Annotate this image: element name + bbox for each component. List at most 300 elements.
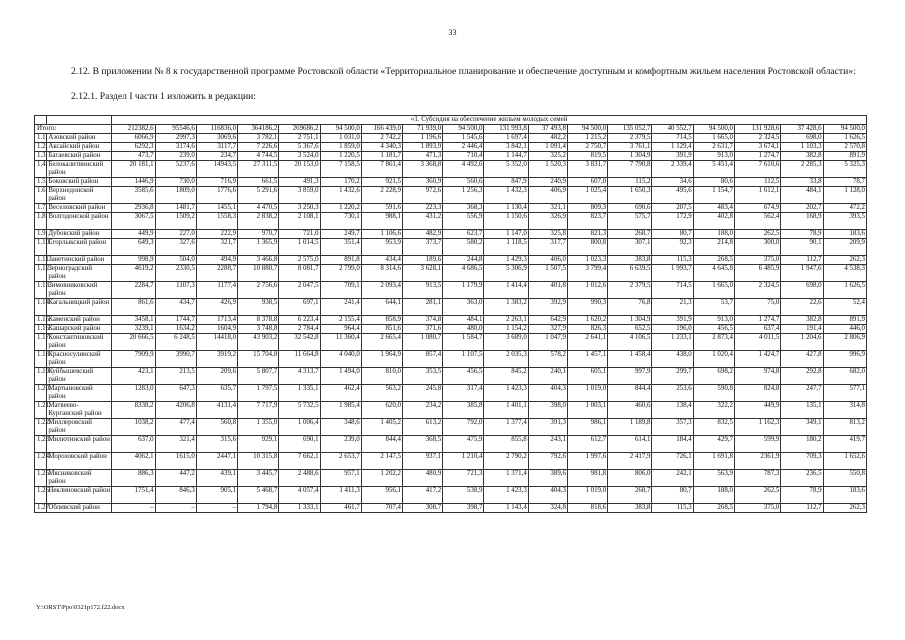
value-cell: 2 108,1 xyxy=(279,213,320,230)
table-row xyxy=(35,256,867,265)
district-name: Обливский район xyxy=(47,504,112,513)
value-cell: 821,3 xyxy=(567,230,607,239)
value-cell: 90,1 xyxy=(781,239,823,256)
value-cell: 1 626,5 xyxy=(823,282,866,299)
value-cell: 844,4 xyxy=(361,436,402,453)
value-cell: 4 492,6 xyxy=(443,161,484,178)
value-cell: 858,9 xyxy=(361,316,402,325)
value-cell: 913,0 xyxy=(693,316,734,325)
value-cell: 2 756,6 xyxy=(238,282,279,299)
totals-cell: 37 428,6 xyxy=(781,125,823,134)
value-cell: 1 019,0 xyxy=(567,487,607,504)
value-cell: 406,9 xyxy=(528,187,567,204)
value-cell: 1713,4 xyxy=(196,316,237,325)
value-cell: 1 144,7 xyxy=(484,152,528,161)
value-cell: 861,6 xyxy=(112,299,155,316)
value-cell: 471,3 xyxy=(403,152,443,161)
value-cell: 21,3 xyxy=(652,299,693,316)
value-cell: 577,1 xyxy=(823,385,866,402)
value-cell: 3239,1 xyxy=(112,325,155,334)
table-row xyxy=(35,178,867,187)
value-cell: 921,5 xyxy=(361,178,402,187)
value-cell: – xyxy=(112,504,155,513)
value-cell: 716,9 xyxy=(196,178,237,187)
row-code: 1.25. xyxy=(35,470,47,487)
value-cell: 1 424,7 xyxy=(734,351,780,368)
value-cell: 20 666,5 xyxy=(112,334,155,351)
value-cell: 1 993,7 xyxy=(652,265,693,282)
value-cell: 563,2 xyxy=(361,385,402,402)
value-cell: – xyxy=(196,504,237,513)
value-cell: 1177,4 xyxy=(196,282,237,299)
value-cell: 1 665,0 xyxy=(693,282,734,299)
row-code: 1.16. xyxy=(35,325,47,334)
value-cell: 707,4 xyxy=(361,504,402,513)
value-cell: 2 488,6 xyxy=(279,470,320,487)
value-cell: 4131,4 xyxy=(196,402,237,419)
value-cell: 262,5 xyxy=(734,487,780,504)
value-cell: 1 274,7 xyxy=(734,152,780,161)
value-cell: 2361,9 xyxy=(734,453,780,470)
value-cell: 2936,8 xyxy=(112,204,155,213)
totals-cell: 94 500,0 xyxy=(567,125,607,134)
value-cell: 213,5 xyxy=(155,368,196,385)
value-cell: 2 324,5 xyxy=(734,282,780,299)
value-cell: 956,1 xyxy=(361,487,402,504)
value-cell: 1 130,4 xyxy=(484,204,528,213)
value-cell: 368,5 xyxy=(403,436,443,453)
value-cell: 5237,6 xyxy=(155,161,196,178)
value-cell: 891,9 xyxy=(823,152,866,161)
value-cell: 3919,2 xyxy=(196,351,237,368)
table-row xyxy=(35,351,867,368)
value-cell: 1 128,0 xyxy=(823,187,866,204)
value-cell: 1 411,3 xyxy=(320,487,361,504)
value-cell: 196,0 xyxy=(652,325,693,334)
value-cell: 2 873,4 xyxy=(693,334,734,351)
value-cell: 10 880,7 xyxy=(238,265,279,282)
totals-cell: 212382,6 xyxy=(112,125,155,134)
value-cell: 698,2 xyxy=(693,368,734,385)
totals-cell: 94 500,0 xyxy=(320,125,361,134)
value-cell: 2288,7 xyxy=(196,265,237,282)
value-cell: 661,5 xyxy=(238,178,279,187)
value-cell: 398,7 xyxy=(443,504,484,513)
table-row xyxy=(35,152,867,161)
district-name: Куйбышевский район xyxy=(47,368,112,385)
value-cell: 1 494,0 xyxy=(320,368,361,385)
value-cell: 3585,6 xyxy=(112,187,155,204)
value-cell: 1 179,9 xyxy=(443,282,484,299)
district-name: Дубовский район xyxy=(47,230,112,239)
value-cell: 33,8 xyxy=(781,178,823,187)
value-cell: 1809,0 xyxy=(155,187,196,204)
value-cell: 580,2 xyxy=(443,239,484,256)
value-cell: 1 091,4 xyxy=(528,143,567,152)
value-cell: 1 458,4 xyxy=(608,351,652,368)
value-cell: 168,9 xyxy=(781,213,823,230)
value-cell: 115,3 xyxy=(652,256,693,265)
value-cell: 2 263,1 xyxy=(484,316,528,325)
value-cell: 1 423,3 xyxy=(484,385,528,402)
row-code: 1.10. xyxy=(35,239,47,256)
value-cell: 234,7 xyxy=(196,152,237,161)
value-cell: 1 304,9 xyxy=(608,152,652,161)
value-cell: 20 153,0 xyxy=(279,161,320,178)
value-cell: 2 324,5 xyxy=(734,134,780,143)
row-code: 1.14. xyxy=(35,299,47,316)
district-name: Заветинский район xyxy=(47,256,112,265)
value-cell: 1 414,4 xyxy=(484,282,528,299)
table-row xyxy=(35,265,867,282)
value-cell: 4619,2 xyxy=(112,265,155,282)
value-cell: 844,4 xyxy=(608,385,652,402)
value-cell: 209,6 xyxy=(196,368,237,385)
row-code: 1.23. xyxy=(35,436,47,453)
value-cell: 1 947,6 xyxy=(781,265,823,282)
value-cell: 115,3 xyxy=(652,504,693,513)
value-cell: 7909,9 xyxy=(112,351,155,368)
value-cell: 997,9 xyxy=(608,368,652,385)
value-cell: 78,7 xyxy=(823,178,866,187)
value-cell: 886,3 xyxy=(112,470,155,487)
value-cell: 8 378,8 xyxy=(238,316,279,325)
value-cell: 438,0 xyxy=(652,351,693,368)
value-cell: 327,9 xyxy=(528,325,567,334)
value-cell: 970,7 xyxy=(238,230,279,239)
value-cell: 1 507,5 xyxy=(528,265,567,282)
district-name: Аксайский район xyxy=(47,143,112,152)
value-cell: 461,7 xyxy=(320,504,361,513)
value-cell: 112,7 xyxy=(781,504,823,513)
value-cell: 1615,0 xyxy=(155,453,196,470)
value-cell: 1 129,4 xyxy=(652,143,693,152)
value-cell: 1 233,1 xyxy=(652,334,693,351)
value-cell: 556,9 xyxy=(443,213,484,230)
value-cell: 1 377,4 xyxy=(484,419,528,436)
value-cell: 710,4 xyxy=(443,152,484,161)
value-cell: 6 485,9 xyxy=(734,265,780,282)
value-cell: 3 674,1 xyxy=(734,143,780,152)
value-cell: 324,8 xyxy=(528,504,567,513)
value-cell: 563,9 xyxy=(693,470,734,487)
value-cell: 472,2 xyxy=(823,204,866,213)
value-cell: 832,5 xyxy=(693,419,734,436)
value-cell: 1 080,7 xyxy=(403,334,443,351)
district-name: Неклиновский район xyxy=(47,487,112,504)
value-cell: 404,3 xyxy=(528,487,567,504)
value-cell: 7 861,4 xyxy=(361,161,402,178)
value-cell: 427,8 xyxy=(781,351,823,368)
value-cell: 1 432,6 xyxy=(320,187,361,204)
value-cell: 590,8 xyxy=(693,385,734,402)
value-cell: 406,0 xyxy=(528,256,567,265)
value-cell: 244,8 xyxy=(443,256,484,265)
value-cell: 4 686,5 xyxy=(443,265,484,282)
value-cell: 373,7 xyxy=(403,239,443,256)
table-row xyxy=(35,213,867,230)
value-cell: 813,2 xyxy=(823,419,866,436)
totals-cell: 95546,6 xyxy=(155,125,196,134)
value-cell: 5 352,0 xyxy=(484,161,528,178)
value-cell: 240,9 xyxy=(528,178,567,187)
district-name: Багаевский район xyxy=(47,152,112,161)
district-name: Красносулинский район xyxy=(47,351,112,368)
totals-cell: 131 993,8 xyxy=(484,125,528,134)
value-cell: 1 162,3 xyxy=(734,419,780,436)
value-cell: 2 742,2 xyxy=(361,134,402,143)
value-cell: 480,9 xyxy=(403,470,443,487)
value-cell: 2 790,2 xyxy=(484,453,528,470)
value-cell: 1 665,0 xyxy=(693,134,734,143)
district-name: Белокалитвинский район xyxy=(47,161,112,178)
table-row xyxy=(35,282,867,299)
row-code: 1.4. xyxy=(35,161,47,178)
value-cell: 1 545,6 xyxy=(443,134,484,143)
value-cell: 5 367,6 xyxy=(279,143,320,152)
value-cell: 325,8 xyxy=(528,230,567,239)
table-row xyxy=(35,385,867,402)
value-cell: 262,5 xyxy=(734,230,780,239)
value-cell: 1 143,4 xyxy=(484,504,528,513)
value-cell: 1509,2 xyxy=(155,213,196,230)
value-cell: 477,4 xyxy=(155,419,196,436)
value-cell: 730,0 xyxy=(155,178,196,187)
value-cell: 2 631,7 xyxy=(693,143,734,152)
value-cell: 1 964,9 xyxy=(361,351,402,368)
row-code: 1.2. xyxy=(35,143,47,152)
value-cell: 1 220,5 xyxy=(320,152,361,161)
value-cell: 591,6 xyxy=(361,204,402,213)
value-cell: 429,7 xyxy=(693,436,734,453)
value-cell: 642,9 xyxy=(528,316,567,325)
value-cell: 1634,2 xyxy=(155,325,196,334)
value-cell: 913,5 xyxy=(403,282,443,299)
value-cell: 391,3 xyxy=(528,419,567,436)
value-cell: 806,0 xyxy=(608,470,652,487)
value-cell: 1283,0 xyxy=(112,385,155,402)
value-cell: 3 761,1 xyxy=(608,143,652,152)
row-code: 1.9. xyxy=(35,230,47,239)
value-cell: 22,6 xyxy=(781,299,823,316)
totals-row xyxy=(35,125,867,134)
value-cell: 1 118,5 xyxy=(484,239,528,256)
value-cell: 4 057,4 xyxy=(279,487,320,504)
value-cell: 957,1 xyxy=(320,470,361,487)
value-cell: 8 314,6 xyxy=(361,265,402,282)
value-cell: 4 340,3 xyxy=(361,143,402,152)
value-cell: 52,4 xyxy=(823,299,866,316)
value-cell: 2997,3 xyxy=(155,134,196,143)
value-cell: 709,1 xyxy=(320,282,361,299)
value-cell: 6 248,5 xyxy=(155,334,196,351)
value-cell: 170,2 xyxy=(320,178,361,187)
value-cell: 2 750,7 xyxy=(567,143,607,152)
value-cell: 5 306,9 xyxy=(484,265,528,282)
value-cell: 78,9 xyxy=(781,230,823,239)
value-cell: 2 379,5 xyxy=(608,282,652,299)
value-cell: 383,8 xyxy=(608,256,652,265)
value-cell: 846,3 xyxy=(155,487,196,504)
value-cell: 2 285,3 xyxy=(781,161,823,178)
value-cell: 292,8 xyxy=(781,368,823,385)
district-name: Егорлыкский район xyxy=(47,239,112,256)
value-cell: 3069,6 xyxy=(196,134,237,143)
value-cell: 189,6 xyxy=(403,256,443,265)
value-cell: 227,0 xyxy=(155,230,196,239)
value-cell: 1 985,4 xyxy=(320,402,361,419)
value-cell: 644,1 xyxy=(361,299,402,316)
value-cell: 262,3 xyxy=(823,504,866,513)
row-code: 1.21. xyxy=(35,402,47,419)
district-name: Волгодонской район xyxy=(47,213,112,230)
subsidy-table xyxy=(34,115,867,513)
value-cell: 374,8 xyxy=(403,316,443,325)
value-cell: 845,2 xyxy=(484,368,528,385)
value-cell: 996,9 xyxy=(823,351,866,368)
value-cell: 268,7 xyxy=(608,230,652,239)
value-cell: 473,7 xyxy=(112,152,155,161)
value-cell: 1 794,8 xyxy=(238,504,279,513)
value-cell: 249,7 xyxy=(320,230,361,239)
value-cell: 4 538,3 xyxy=(823,265,866,282)
value-cell: 3458,1 xyxy=(112,316,155,325)
value-cell: 3 628,1 xyxy=(403,265,443,282)
value-cell: 475,9 xyxy=(443,436,484,453)
value-cell: 986,1 xyxy=(567,419,607,436)
table-row xyxy=(35,402,867,419)
value-cell: 792,0 xyxy=(443,419,484,436)
value-cell: 2 641,1 xyxy=(567,334,607,351)
value-cell: 1 202,2 xyxy=(361,470,402,487)
value-cell: 491,3 xyxy=(279,178,320,187)
value-cell: 14943,5 xyxy=(196,161,237,178)
value-cell: 1 429,3 xyxy=(484,256,528,265)
table-row xyxy=(35,453,867,470)
value-cell: 5 468,7 xyxy=(238,487,279,504)
value-cell: 652,5 xyxy=(608,325,652,334)
totals-cell: 166 439,0 xyxy=(361,125,402,134)
value-cell: 698,0 xyxy=(781,134,823,143)
value-cell: 4 313,7 xyxy=(279,368,320,385)
value-cell: 690,6 xyxy=(608,204,652,213)
value-cell: 7 158,5 xyxy=(320,161,361,178)
value-cell: 188,0 xyxy=(693,487,734,504)
value-cell: 3 445,7 xyxy=(238,470,279,487)
row-code: 1.5. xyxy=(35,178,47,187)
value-cell: 2 665,4 xyxy=(361,334,402,351)
value-cell: 810,0 xyxy=(361,368,402,385)
table-row xyxy=(35,487,867,504)
totals-cell: 37 493,8 xyxy=(528,125,567,134)
value-cell: 5 325,3 xyxy=(823,161,866,178)
value-cell: 484,1 xyxy=(781,187,823,204)
row-code: 1.8. xyxy=(35,213,47,230)
value-cell: 326,9 xyxy=(528,213,567,230)
value-cell: 953,9 xyxy=(361,239,402,256)
value-cell: 819,5 xyxy=(567,152,607,161)
district-name: Азовский район xyxy=(47,134,112,143)
value-cell: 434,4 xyxy=(361,256,402,265)
value-cell: 1 365,9 xyxy=(238,239,279,256)
value-cell: 449,9 xyxy=(734,402,780,419)
table-row xyxy=(35,204,867,213)
value-cell: 937,1 xyxy=(403,453,443,470)
value-cell: 1 047,9 xyxy=(528,334,567,351)
value-cell: 3 831,7 xyxy=(567,161,607,178)
value-cell: 3 799,4 xyxy=(567,265,607,282)
value-cell: 1 612,1 xyxy=(734,187,780,204)
value-cell: 4206,8 xyxy=(155,402,196,419)
district-name: Кашарский район xyxy=(47,325,112,334)
row-code: 1.15. xyxy=(35,316,47,325)
value-cell: 1 006,4 xyxy=(279,419,320,436)
value-cell: 905,1 xyxy=(196,487,237,504)
value-cell: 480,0 xyxy=(443,325,484,334)
row-code: 1.1. xyxy=(35,134,47,143)
value-cell: 53,7 xyxy=(693,299,734,316)
value-cell: 1 620,2 xyxy=(567,316,607,325)
value-cell: 1 023,3 xyxy=(567,256,607,265)
value-cell: 1 584,7 xyxy=(443,334,484,351)
value-cell: 2 446,4 xyxy=(443,143,484,152)
value-cell: 607,0 xyxy=(567,178,607,187)
value-cell: 242,1 xyxy=(652,470,693,487)
value-cell: 423,1 xyxy=(112,368,155,385)
value-cell: 2 047,5 xyxy=(279,282,320,299)
value-cell: 43 903,2 xyxy=(238,334,279,351)
value-cell: 2 838,2 xyxy=(238,213,279,230)
value-cell: 484,1 xyxy=(443,316,484,325)
value-cell: 92,3 xyxy=(652,239,693,256)
value-cell: 1 423,3 xyxy=(484,487,528,504)
value-cell: 913,0 xyxy=(693,152,734,161)
totals-cell: 364186,2 xyxy=(238,125,279,134)
value-cell: 1 304,9 xyxy=(608,316,652,325)
value-cell: 562,4 xyxy=(734,213,780,230)
value-cell: 1 405,2 xyxy=(361,419,402,436)
value-cell: 855,8 xyxy=(484,436,528,453)
value-cell: 1 997,6 xyxy=(567,453,607,470)
value-cell: 363,0 xyxy=(443,299,484,316)
value-cell: 647,3 xyxy=(155,385,196,402)
value-cell: 115,2 xyxy=(608,178,652,187)
value-cell: 360,9 xyxy=(403,178,443,187)
value-cell: 635,7 xyxy=(196,385,237,402)
value-cell: 1 003,1 xyxy=(567,402,607,419)
value-cell: 1 154,7 xyxy=(693,187,734,204)
value-cell: 389,6 xyxy=(528,470,567,487)
value-cell: 325,2 xyxy=(528,152,567,161)
value-cell: 32 542,8 xyxy=(279,334,320,351)
value-cell: 404,3 xyxy=(528,385,567,402)
value-cell: 826,3 xyxy=(567,325,607,334)
value-cell: 614,1 xyxy=(608,436,652,453)
value-cell: 2 575,0 xyxy=(279,256,320,265)
value-cell: 1 859,0 xyxy=(320,143,361,152)
table-row xyxy=(35,436,867,453)
district-name: Зерноградский район xyxy=(47,265,112,282)
value-cell: 1481,7 xyxy=(155,204,196,213)
value-cell: 1 333,1 xyxy=(279,504,320,513)
value-cell: 80,7 xyxy=(652,487,693,504)
value-cell: 649,3 xyxy=(112,239,155,256)
totals-cell: 94 500,0 xyxy=(823,125,866,134)
table-row xyxy=(35,325,867,334)
value-cell: 1 355,0 xyxy=(238,419,279,436)
value-cell: 1 274,7 xyxy=(734,316,780,325)
footer-file-path: Y:\ORST\Ppo\0321p172.f22.docx xyxy=(36,604,125,611)
